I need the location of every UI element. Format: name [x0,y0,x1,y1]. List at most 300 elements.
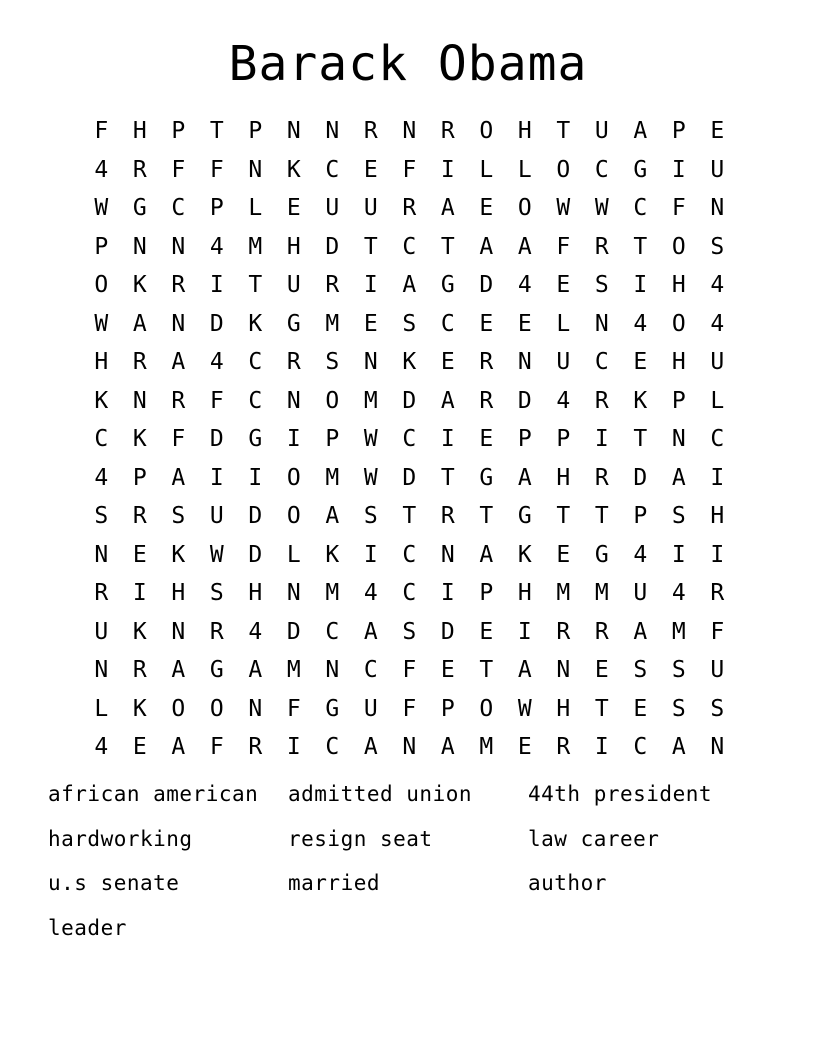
grid-letter: R [94,580,109,607]
grid-letter: O [325,387,340,414]
grid-letter: P [671,118,686,145]
grid-letter: R [440,503,455,530]
grid-letter: E [479,426,494,453]
grid-letter: U [363,695,378,722]
word-list-item: law career [528,826,660,851]
grid-letter: E [479,618,494,645]
grid-letter: E [479,195,494,222]
grid-letter: S [402,310,417,337]
grid-letter: N [94,541,109,568]
grid-letter: R [363,118,378,145]
grid-letter: E [594,657,609,684]
grid-letter: I [517,618,532,645]
grid-letter: N [594,310,609,337]
grid-row [82,536,738,575]
grid-letter: E [440,657,455,684]
grid-letter: S [209,580,224,607]
grid-row [82,651,738,690]
grid-letter: W [94,195,109,222]
grid-letter: L [248,195,263,222]
grid-letter: 4 [209,233,224,260]
grid-letter: K [132,426,147,453]
grid-letter: R [556,618,571,645]
grid-letter: P [248,118,263,145]
grid-letter: K [402,349,417,376]
grid-letter: M [325,310,340,337]
grid-letter: F [710,618,725,645]
grid-row [82,112,738,151]
grid-letter: F [171,156,186,183]
grid-letter: R [556,734,571,761]
grid-letter: P [556,426,571,453]
grid-letter: G [594,541,609,568]
grid-letter: D [209,310,224,337]
grid-letter: E [363,310,378,337]
grid-letter: N [710,734,725,761]
grid-letter: H [171,580,186,607]
grid-letter: R [132,657,147,684]
grid-letter: A [517,233,532,260]
grid-letter: W [517,695,532,722]
grid-letter: N [248,156,263,183]
grid-letter: W [363,426,378,453]
grid-letter: S [594,272,609,299]
grid-letter: S [325,349,340,376]
grid-letter: T [402,503,417,530]
grid-letter: K [248,310,263,337]
grid-letter: E [710,118,725,145]
grid-letter: F [671,195,686,222]
word-list-item: author [528,871,607,895]
grid-letter: N [171,310,186,337]
grid-letter: 4 [94,156,109,183]
grid-letter: G [286,310,301,337]
grid-letter: R [132,156,147,183]
grid-letter: A [132,310,147,337]
grid-letter: F [402,156,417,183]
grid-letter: I [671,541,686,568]
grid-letter: A [633,118,648,145]
grid-letter: U [633,580,648,607]
grid-letter: M [594,580,609,607]
grid-letter: U [94,618,109,645]
grid-letter: R [132,349,147,376]
grid-letter: A [325,503,340,530]
grid-letter: W [209,541,224,568]
grid-letter: 4 [556,387,571,414]
grid-letter: U [325,195,340,222]
grid-letter: K [132,695,147,722]
grid-letter: N [286,580,301,607]
grid-letter: F [209,156,224,183]
grid-letter: O [479,695,494,722]
grid-letter: A [402,272,417,299]
grid-letter: T [440,464,455,491]
grid-letter: W [594,195,609,222]
grid-row [82,420,738,459]
grid-letter: R [594,387,609,414]
grid-letter: E [517,310,532,337]
grid-letter: S [171,503,186,530]
grid-letter: W [363,464,378,491]
grid-letter: T [594,695,609,722]
grid-letter: S [402,618,417,645]
grid-row [82,459,738,498]
grid-letter: C [594,349,609,376]
grid-letter: E [556,272,571,299]
grid-letter: S [363,503,378,530]
grid-letter: E [556,541,571,568]
grid-letter: I [248,464,263,491]
grid-letter: K [286,156,301,183]
grid-letter: E [132,734,147,761]
grid-letter: D [633,464,648,491]
grid-letter: C [402,233,417,260]
grid-row [82,382,738,421]
grid-letter: W [94,310,109,337]
grid-letter: A [671,734,686,761]
grid-letter: T [440,233,455,260]
grid-letter: A [671,464,686,491]
grid-letter: A [479,541,494,568]
word-list-item: admitted union [288,782,473,806]
grid-letter: G [248,426,263,453]
grid-letter: N [402,118,417,145]
grid-row [82,613,738,652]
grid-letter: R [248,734,263,761]
grid-letter: R [594,233,609,260]
word-list-item: resign seat [288,826,433,851]
grid-letter: I [671,156,686,183]
grid-letter: L [710,387,725,414]
grid-letter: U [286,272,301,299]
grid-letter: I [710,541,725,568]
grid-letter: O [479,118,494,145]
grid-letter: F [402,657,417,684]
grid-letter: P [171,118,186,145]
grid-letter: M [325,580,340,607]
grid-letter: C [325,618,340,645]
grid-row [82,266,738,305]
grid-row [82,189,738,228]
grid-letter: P [325,426,340,453]
grid-letter: A [517,464,532,491]
grid-letter: 4 [209,349,224,376]
grid-letter: O [671,310,686,337]
grid-letter: M [363,387,378,414]
grid-letter: N [248,695,263,722]
grid-letter: A [171,734,186,761]
grid-letter: O [671,233,686,260]
grid-row [82,228,738,267]
grid-letter: 4 [248,618,263,645]
grid-letter: T [556,118,571,145]
grid-letter: M [556,580,571,607]
puzzle-title: Barack Obama [228,36,588,92]
grid-letter: T [248,272,263,299]
grid-letter: H [132,118,147,145]
grid-letter: D [248,541,263,568]
grid-letter: N [440,541,455,568]
grid-row [82,690,738,729]
grid-letter: T [633,426,648,453]
grid-letter: 4 [363,580,378,607]
grid-letter: N [171,233,186,260]
grid-letter: R [286,349,301,376]
grid-letter: F [402,695,417,722]
grid-letter: U [209,503,224,530]
grid-letter: R [440,118,455,145]
grid-letter: G [440,272,455,299]
word-list-item: hardworking [48,826,193,851]
grid-letter: 4 [671,580,686,607]
grid-letter: L [556,310,571,337]
grid-letter: D [209,426,224,453]
grid-row [82,497,738,536]
grid-letter: O [286,503,301,530]
grid-letter: E [633,349,648,376]
grid-letter: I [286,734,301,761]
grid-letter: H [517,580,532,607]
grid-letter: R [479,387,494,414]
grid-letter: E [363,156,378,183]
grid-letter: P [633,503,648,530]
grid-letter: N [94,657,109,684]
grid-letter: N [402,734,417,761]
grid-letter: O [171,695,186,722]
grid-letter: K [132,272,147,299]
grid-letter: T [556,503,571,530]
grid-letter: I [286,426,301,453]
grid-letter: 4 [94,464,109,491]
grid-letter: P [94,233,109,260]
grid-letter: T [594,503,609,530]
grid-letter: I [440,426,455,453]
grid-letter: P [132,464,147,491]
grid-letter: C [402,426,417,453]
grid-letter: 4 [633,310,648,337]
grid-letter: K [94,387,109,414]
grid-letter: L [479,156,494,183]
grid-letter: L [517,156,532,183]
grid-letter: 4 [710,272,725,299]
grid-letter: I [594,426,609,453]
grid-letter: H [671,349,686,376]
grid-letter: N [710,195,725,222]
word-list-item: leader [48,915,127,940]
word-list [48,778,768,956]
grid-letter: F [556,233,571,260]
grid-letter: H [94,349,109,376]
grid-letter: I [440,580,455,607]
grid-letter: E [440,349,455,376]
grid-letter: U [594,118,609,145]
grid-letter: L [94,695,109,722]
grid-letter: R [594,464,609,491]
grid-letter: H [556,695,571,722]
word-list-item: u.s senate [48,871,180,895]
grid-row [82,343,738,382]
grid-letter: N [286,387,301,414]
grid-letter: L [286,541,301,568]
grid-letter: 4 [710,310,725,337]
grid-letter: I [132,580,147,607]
grid-letter: C [363,657,378,684]
grid-letter: C [633,734,648,761]
grid-letter: P [440,695,455,722]
grid-letter: R [479,349,494,376]
grid-letter: G [325,695,340,722]
grid-letter: S [671,657,686,684]
grid-row [82,728,738,767]
grid-letter: C [594,156,609,183]
grid-letter: E [132,541,147,568]
grid-letter: N [363,349,378,376]
grid-letter: 4 [94,734,109,761]
grid-letter: N [132,387,147,414]
grid-letter: R [171,272,186,299]
grid-letter: C [633,195,648,222]
grid-letter: U [710,657,725,684]
grid-letter: T [479,503,494,530]
grid-letter: I [440,156,455,183]
grid-letter: A [479,233,494,260]
grid-letter: M [286,657,301,684]
grid-letter: R [402,195,417,222]
grid-letter: F [286,695,301,722]
grid-letter: A [440,734,455,761]
grid-letter: G [633,156,648,183]
grid-letter: I [209,464,224,491]
grid-letter: T [633,233,648,260]
grid-letter: K [325,541,340,568]
grid-letter: G [479,464,494,491]
grid-letter: R [132,503,147,530]
grid-letter: S [633,657,648,684]
grid-letter: N [325,657,340,684]
grid-letter: R [325,272,340,299]
grid-letter: S [710,233,725,260]
grid-letter: P [671,387,686,414]
word-list-item: married [288,871,381,895]
grid-letter: S [710,695,725,722]
grid-letter: S [671,503,686,530]
grid-row [82,305,738,344]
grid-letter: A [171,657,186,684]
grid-letter: F [94,118,109,145]
grid-letter: H [710,503,725,530]
grid-letter: U [710,349,725,376]
grid-letter: C [325,734,340,761]
grid-letter: D [325,233,340,260]
grid-letter: A [633,618,648,645]
grid-letter: I [363,272,378,299]
grid-row [82,151,738,190]
grid-letter: H [517,118,532,145]
grid-letter: O [94,272,109,299]
grid-letter: M [325,464,340,491]
grid-letter: E [286,195,301,222]
grid-letter: E [633,695,648,722]
grid-letter: I [209,272,224,299]
grid-letter: C [710,426,725,453]
grid-letter: U [710,156,725,183]
grid-letter: C [325,156,340,183]
word-list-item: 44th president [528,782,713,806]
grid-letter: R [710,580,725,607]
grid-letter: R [209,618,224,645]
grid-letter: N [132,233,147,260]
grid-letter: G [209,657,224,684]
grid-letter: A [171,349,186,376]
grid-letter: M [479,734,494,761]
grid-letter: F [209,387,224,414]
grid-letter: K [132,618,147,645]
grid-letter: E [517,734,532,761]
grid-letter: C [248,349,263,376]
grid-letter: E [479,310,494,337]
grid-letter: S [94,503,109,530]
grid-letter: N [517,349,532,376]
grid-letter: N [286,118,301,145]
grid-letter: H [286,233,301,260]
grid-letter: D [440,618,455,645]
grid-letter: G [517,503,532,530]
grid-letter: M [671,618,686,645]
grid-letter: O [209,695,224,722]
grid-letter: F [209,734,224,761]
grid-letter: T [209,118,224,145]
grid-letter: R [594,618,609,645]
grid-letter: O [517,195,532,222]
grid-letter: O [556,156,571,183]
grid-letter: D [402,464,417,491]
grid-letter: D [402,387,417,414]
grid-letter: C [440,310,455,337]
letter-grid [82,112,738,767]
grid-letter: G [132,195,147,222]
grid-letter: N [671,426,686,453]
grid-letter: 4 [633,541,648,568]
grid-letter: K [633,387,648,414]
grid-letter: N [325,118,340,145]
grid-letter: P [209,195,224,222]
grid-letter: H [248,580,263,607]
grid-letter: C [402,541,417,568]
grid-letter: P [479,580,494,607]
grid-letter: D [479,272,494,299]
grid-letter: D [286,618,301,645]
grid-letter: M [248,233,263,260]
grid-row [82,574,738,613]
grid-letter: R [171,387,186,414]
grid-letter: I [594,734,609,761]
grid-letter: C [402,580,417,607]
grid-letter: A [171,464,186,491]
grid-letter: A [440,195,455,222]
word-list-item: african american [48,782,259,806]
grid-letter: I [633,272,648,299]
grid-letter: A [517,657,532,684]
grid-letter: C [94,426,109,453]
grid-letter: W [556,195,571,222]
grid-letter: D [248,503,263,530]
grid-letter: C [248,387,263,414]
grid-letter: A [440,387,455,414]
grid-letter: A [248,657,263,684]
grid-letter: A [363,734,378,761]
grid-letter: C [171,195,186,222]
